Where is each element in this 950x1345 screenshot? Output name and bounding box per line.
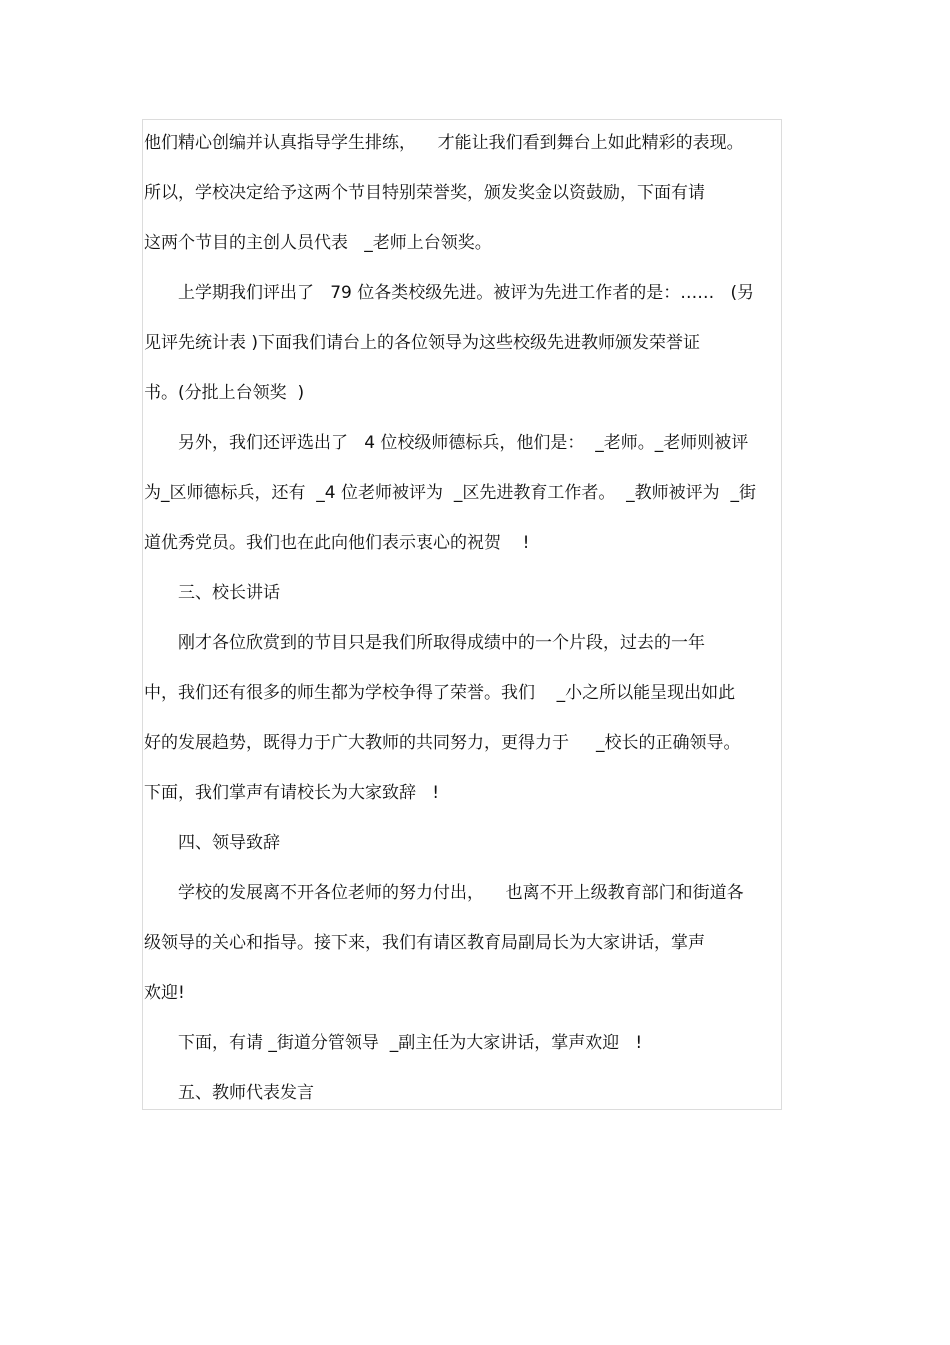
text-line: 中，我们还有很多的师生都为学校争得了荣誉。我们 _小之所以能呈现出如此 bbox=[144, 683, 736, 703]
text-line: 好的发展趋势，既得力于广大教师的共同努力，更得力于 _校长的正确领导。 bbox=[144, 733, 741, 753]
text-line: 他们精心创编并认真指导学生排练， 才能让我们看到舞台上如此精彩的表现。 bbox=[144, 133, 744, 153]
text-line: 下面，我们掌声有请校长为大家致辞 ! bbox=[144, 783, 440, 803]
paragraph-start-line: 另外，我们还评选出了 4 位校级师德标兵，他们是： _老师。_老师则被评 bbox=[178, 433, 749, 453]
paragraph-start-line: 刚才各位欣赏到的节目只是我们所取得成绩中的一个片段，过去的一年 bbox=[178, 633, 705, 653]
paragraph-start-line: 学校的发展离不开各位老师的努力付出， 也离不开上级教育部门和街道各 bbox=[178, 883, 744, 903]
paragraph-start-line: 上学期我们评出了 79 位各类校级先进。被评为先进工作者的是：…… (另 bbox=[178, 283, 755, 303]
paragraph-start-line: 下面，有请 _街道分管领导 _副主任为大家讲话，掌声欢迎 ! bbox=[178, 1033, 643, 1053]
text-line: 见评先统计表 )下面我们请台上的各位领导为这些校级先进教师颁发荣誉证 bbox=[144, 333, 701, 353]
section-heading: 三、校长讲话 bbox=[178, 583, 280, 603]
text-line: 为_区师德标兵，还有 _4 位老师被评为 _区先进教育工作者。 _教师被评为 _街 bbox=[144, 483, 756, 503]
text-line: 这两个节目的主创人员代表 _老师上台领奖。 bbox=[144, 233, 492, 253]
text-line: 所以，学校决定给予这两个节目特别荣誉奖，颁发奖金以资鼓励，下面有请 bbox=[144, 183, 705, 203]
text-line: 级领导的关心和指导。接下来，我们有请区教育局副局长为大家讲话，掌声 bbox=[144, 933, 705, 953]
text-line: 欢迎! bbox=[144, 983, 185, 1003]
section-heading: 四、领导致辞 bbox=[178, 833, 280, 853]
section-heading: 五、教师代表发言 bbox=[178, 1083, 314, 1103]
text-line: 书。(分批上台领奖 ) bbox=[144, 383, 305, 403]
page-frame bbox=[142, 119, 782, 1110]
text-line: 道优秀党员。我们也在此向他们表示衷心的祝贺 ! bbox=[144, 533, 530, 553]
